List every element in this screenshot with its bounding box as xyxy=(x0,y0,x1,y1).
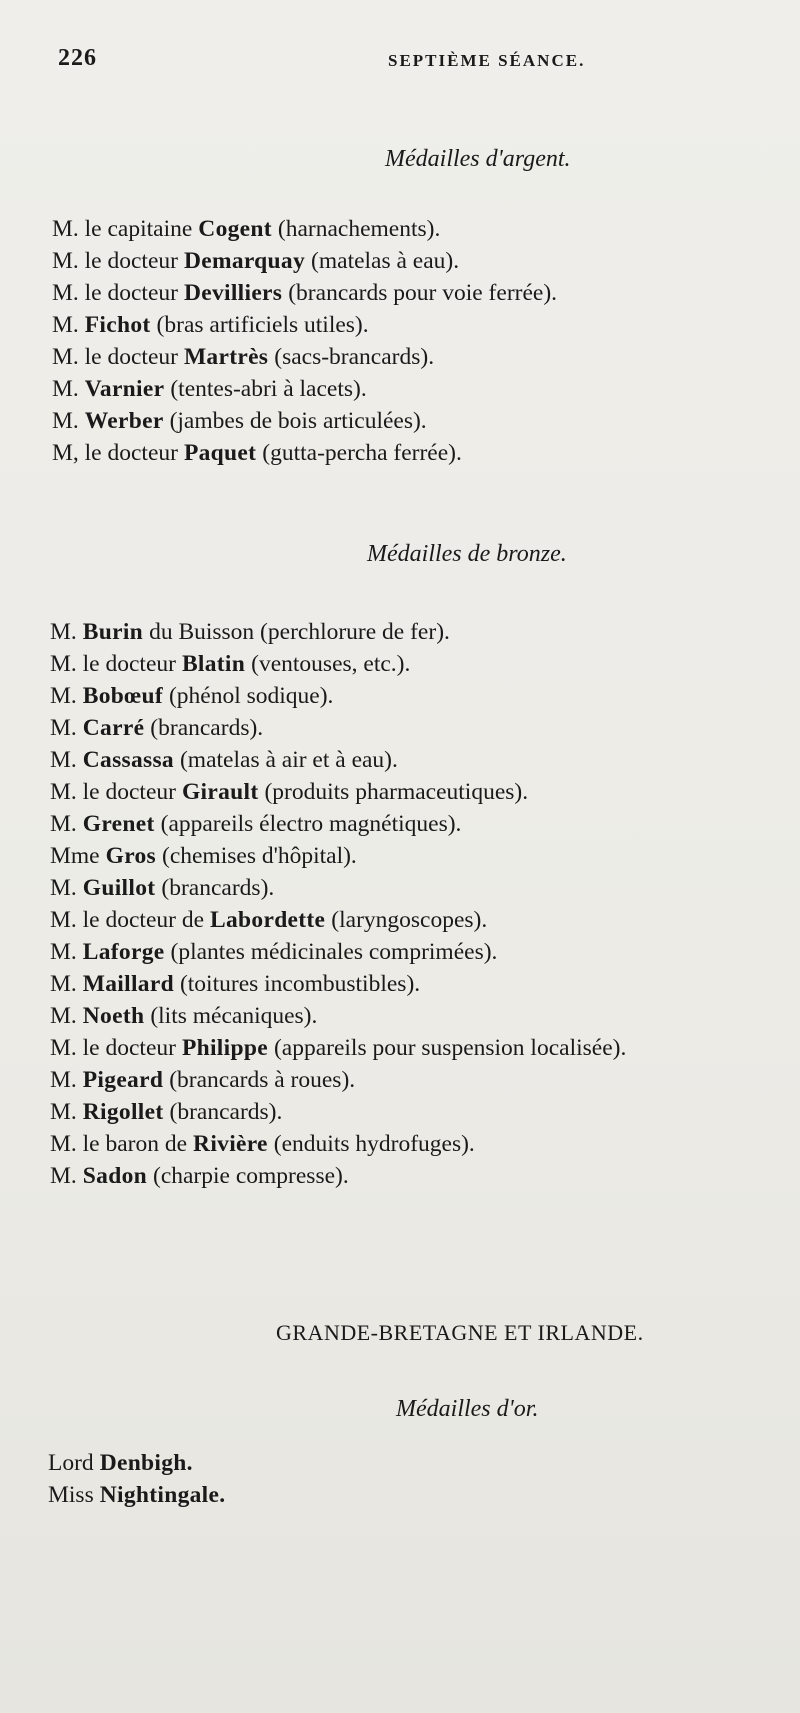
list-item xyxy=(50,712,626,744)
page-number: 226 xyxy=(58,45,97,71)
entry-item: (brancards). xyxy=(161,875,275,901)
list-item xyxy=(52,341,557,373)
entry-name: Noeth xyxy=(82,1003,145,1029)
list-item xyxy=(48,1479,231,1511)
entry-name: Burin xyxy=(82,619,144,645)
entry-name: Guillot xyxy=(82,875,156,901)
entry-name: Cogent xyxy=(198,216,272,242)
entry-name: Pigeard xyxy=(82,1067,164,1093)
list-item xyxy=(52,213,557,245)
entry-name: Laforge xyxy=(82,939,165,965)
entry-name: Philippe xyxy=(181,1035,268,1061)
list-item xyxy=(52,405,557,437)
entry-name: Rigollet xyxy=(82,1099,164,1125)
list-item xyxy=(50,744,626,776)
entry-item: (gutta-percha ferrée). xyxy=(262,440,462,466)
entry-item: (tentes-abri à lacets). xyxy=(170,376,367,402)
entry-item: (brancards à roues). xyxy=(169,1067,356,1093)
silver-medals-list xyxy=(52,213,557,469)
entry-title: M. le docteur xyxy=(52,248,178,274)
entry-name: Blatin xyxy=(181,651,246,677)
list-item xyxy=(48,1447,231,1479)
entry-item: (jambes de bois articulées). xyxy=(169,408,427,434)
entry-title: M. xyxy=(50,811,77,837)
entry-item: (plantes médicinales comprimées). xyxy=(170,939,498,965)
list-item xyxy=(50,680,626,712)
list-item xyxy=(50,1032,626,1064)
entry-item: (produits pharmaceutiques). xyxy=(264,779,529,805)
list-item xyxy=(50,1000,626,1032)
entry-name: Nightingale. xyxy=(99,1482,226,1508)
entry-item: (matelas à eau). xyxy=(311,248,460,274)
entry-title: M. xyxy=(50,1003,77,1029)
entry-title: M. le baron de xyxy=(50,1131,188,1157)
entry-name: Paquet xyxy=(183,440,257,466)
entry-name: Maillard xyxy=(82,971,174,997)
entry-name: Bobœuf xyxy=(82,683,163,709)
entry-title: M. xyxy=(52,312,79,338)
entry-name: Varnier xyxy=(84,376,165,402)
entry-title: M. le docteur xyxy=(52,280,178,306)
entry-title: M, le docteur xyxy=(52,440,178,466)
entry-title: M. xyxy=(50,1067,77,1093)
entry-name: Demarquay xyxy=(183,248,306,274)
list-item xyxy=(50,648,626,680)
entry-name: Werber xyxy=(84,408,164,434)
gold-medals-heading: Médailles d'or. xyxy=(396,1396,539,1422)
entry-item: (lits mécaniques). xyxy=(150,1003,318,1029)
entry-title: M. xyxy=(50,683,77,709)
list-item xyxy=(50,1064,626,1096)
entry-item: (phénol sodique). xyxy=(168,683,334,709)
list-item xyxy=(52,373,557,405)
entry-item: (brancards). xyxy=(150,715,264,741)
running-head: SEPTIÈME SÉANCE. xyxy=(388,51,586,70)
entry-title: Lord xyxy=(48,1450,94,1476)
entry-item: du Buisson (perchlorure de fer). xyxy=(149,619,450,645)
entry-name: Carré xyxy=(82,715,145,741)
entry-item: (sacs-brancards). xyxy=(274,344,435,370)
entry-title: M. xyxy=(52,408,79,434)
entry-item: (charpie compresse). xyxy=(153,1163,349,1189)
entry-title: M. le docteur xyxy=(52,344,178,370)
list-item xyxy=(50,1160,626,1192)
entry-title: Miss xyxy=(48,1482,94,1508)
entry-title: M. le docteur xyxy=(50,779,176,805)
entry-item: (brancards pour voie ferrée). xyxy=(288,280,558,306)
entry-item: (matelas à air et à eau). xyxy=(179,747,398,773)
entry-title: M. xyxy=(50,971,77,997)
list-item xyxy=(52,277,557,309)
silver-medals-heading: Médailles d'argent. xyxy=(385,146,571,172)
list-item xyxy=(50,936,626,968)
entry-title: M. xyxy=(50,1099,77,1125)
entry-title: M. le docteur de xyxy=(50,907,205,933)
gold-medals-list xyxy=(48,1447,231,1511)
list-item xyxy=(50,616,626,648)
list-item xyxy=(50,1096,626,1128)
bronze-medals-heading: Médailles de bronze. xyxy=(367,541,567,567)
entry-item: (toitures incombustibles). xyxy=(179,971,421,997)
entry-title: M. xyxy=(50,747,77,773)
list-item xyxy=(52,309,557,341)
entry-title: M. xyxy=(50,875,77,901)
entry-title: Mme xyxy=(50,843,100,869)
entry-title: M. xyxy=(50,619,77,645)
entry-title: M. le capitaine xyxy=(52,216,193,242)
list-item xyxy=(50,872,626,904)
list-item xyxy=(50,808,626,840)
page-header xyxy=(58,45,618,75)
entry-item: (laryngoscopes). xyxy=(331,907,488,933)
entry-item: (ventouses, etc.). xyxy=(251,651,411,677)
entry-name: Labordette xyxy=(210,907,326,933)
entry-title: M. le docteur xyxy=(50,1035,176,1061)
list-item xyxy=(50,904,626,936)
entry-item: (enduits hydrofuges). xyxy=(273,1131,475,1157)
entry-name: Grenet xyxy=(82,811,155,837)
entry-item: (bras artificiels utiles). xyxy=(156,312,369,338)
entry-item: (appareils électro magnétiques). xyxy=(160,811,462,837)
entry-item: (brancards). xyxy=(169,1099,283,1125)
entry-name: Cassassa xyxy=(82,747,174,773)
entry-title: M. xyxy=(50,1163,77,1189)
list-item xyxy=(50,776,626,808)
entry-name: Gros xyxy=(105,843,156,869)
list-item xyxy=(52,245,557,277)
entry-name: Denbigh. xyxy=(99,1450,193,1476)
entry-title: M. xyxy=(50,715,77,741)
entry-name: Martrès xyxy=(183,344,269,370)
entry-item: (chemises d'hôpital). xyxy=(162,843,357,869)
bronze-medals-list xyxy=(50,616,626,1192)
entry-name: Girault xyxy=(181,779,259,805)
entry-name: Devilliers xyxy=(183,280,283,306)
entry-name: Rivière xyxy=(193,1131,268,1157)
entry-name: Sadon xyxy=(82,1163,147,1189)
country-heading: GRANDE-BRETAGNE ET IRLANDE. xyxy=(276,1320,644,1345)
list-item xyxy=(52,437,557,469)
entry-item: (appareils pour suspension localisée). xyxy=(273,1035,627,1061)
list-item xyxy=(50,968,626,1000)
entry-title: M. le docteur xyxy=(50,651,176,677)
entry-title: M. xyxy=(50,939,77,965)
entry-name: Fichot xyxy=(84,312,151,338)
entry-item: (harnachements). xyxy=(277,216,441,242)
entry-title: M. xyxy=(52,376,79,402)
list-item xyxy=(50,1128,626,1160)
list-item xyxy=(50,840,626,872)
